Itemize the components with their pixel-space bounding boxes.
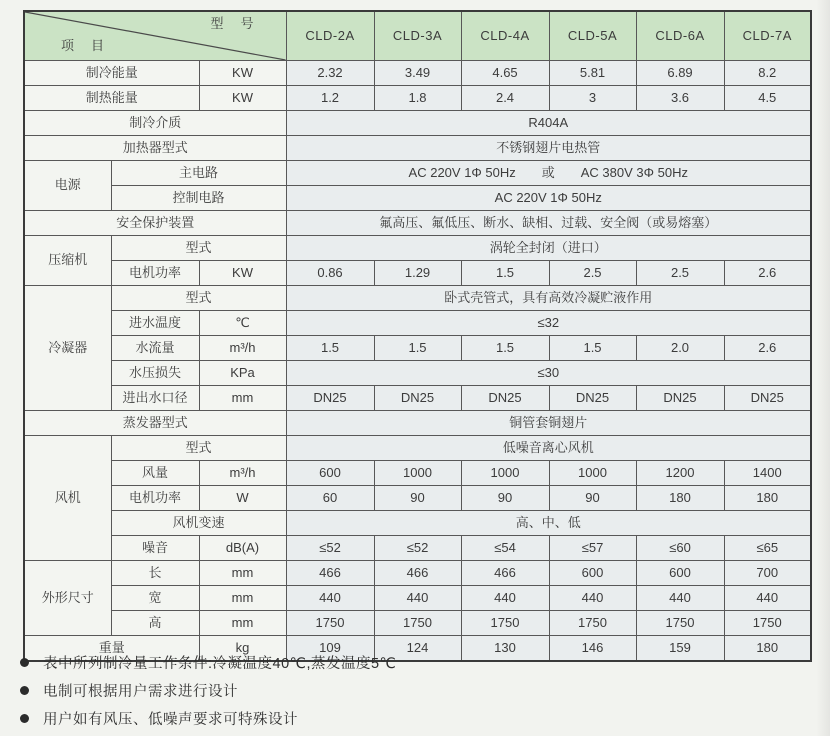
model-header: CLD-6A xyxy=(636,11,724,61)
value-cell: 1.8 xyxy=(374,86,461,111)
value-cell: 440 xyxy=(636,586,724,611)
value-cell: 600 xyxy=(549,561,636,586)
unit-cell: KW xyxy=(199,61,286,86)
value-cell: 8.2 xyxy=(724,61,811,86)
value-cell: 0.86 xyxy=(286,261,374,286)
value-cell: 1750 xyxy=(549,611,636,636)
value-cell: 1.5 xyxy=(549,336,636,361)
value-cell: 4.5 xyxy=(724,86,811,111)
value-cell: 1750 xyxy=(636,611,724,636)
row-label: 安全保护装置 xyxy=(24,211,286,236)
value-cell: 2.5 xyxy=(636,261,724,286)
footnote-item xyxy=(14,704,794,732)
value-cell: 1000 xyxy=(461,461,549,486)
group-label-power: 电源 xyxy=(24,161,111,211)
value-cell: 600 xyxy=(636,561,724,586)
value-cell: 1.2 xyxy=(286,86,374,111)
value-cell: DN25 xyxy=(636,386,724,411)
value-cell: 2.6 xyxy=(724,261,811,286)
value-cell: ≤60 xyxy=(636,536,724,561)
value-cell: DN25 xyxy=(286,386,374,411)
model-header: CLD-5A xyxy=(549,11,636,61)
value-cell: DN25 xyxy=(461,386,549,411)
row-label: 型式 xyxy=(111,286,286,311)
value-cell: 2.5 xyxy=(549,261,636,286)
value-cell: 1200 xyxy=(636,461,724,486)
row-compressor-motor-power xyxy=(24,261,811,286)
row-heating-capacity xyxy=(24,86,811,111)
row-label: 水压损失 xyxy=(111,361,199,386)
value-cell: 2.4 xyxy=(461,86,549,111)
value-cell: 466 xyxy=(286,561,374,586)
value-cell: 1750 xyxy=(286,611,374,636)
value-cell: 180 xyxy=(724,636,811,662)
unit-cell: KW xyxy=(199,86,286,111)
value-cell: 1000 xyxy=(549,461,636,486)
row-cooling-capacity xyxy=(24,61,811,86)
row-evaporator-type xyxy=(24,411,811,436)
value-cell: 低噪音离心风机 xyxy=(286,436,811,461)
row-condenser-type xyxy=(24,286,811,311)
value-cell: 466 xyxy=(374,561,461,586)
corner-model-label: 型 号 xyxy=(210,16,256,31)
value-cell: 124 xyxy=(374,636,461,662)
value-cell: 1.5 xyxy=(461,336,549,361)
value-cell: 6.89 xyxy=(636,61,724,86)
value-cell: 90 xyxy=(461,486,549,511)
row-condenser-inlet-temp xyxy=(24,311,811,336)
row-label: 进出水口径 xyxy=(111,386,199,411)
value-cell: 440 xyxy=(374,586,461,611)
header-row xyxy=(24,11,811,61)
unit-cell: ℃ xyxy=(199,311,286,336)
row-label: 主电路 xyxy=(111,161,286,186)
row-fan-motor-power xyxy=(24,486,811,511)
footnote-text: 表中所列制冷量工作条件:冷凝温度40℃,蒸发温度5℃ xyxy=(43,655,397,672)
value-cell: R404A xyxy=(286,111,811,136)
row-dimension-length xyxy=(24,561,811,586)
value-cell: 440 xyxy=(724,586,811,611)
row-label: 电机功率 xyxy=(111,486,199,511)
value-cell: ≤52 xyxy=(374,536,461,561)
bullet-icon xyxy=(20,658,29,667)
value-cell: 130 xyxy=(461,636,549,662)
model-header: CLD-4A xyxy=(461,11,549,61)
value-cell: 1750 xyxy=(461,611,549,636)
group-label-compressor: 压缩机 xyxy=(24,236,111,286)
row-label: 制冷能量 xyxy=(24,61,199,86)
row-fan-type xyxy=(24,436,811,461)
value-cell: 440 xyxy=(286,586,374,611)
footnote-item xyxy=(14,648,794,676)
value-cell: 60 xyxy=(286,486,374,511)
value-cell: 不锈钢翅片电热管 xyxy=(286,136,811,161)
value-cell: AC 220V 1Φ 50Hz xyxy=(286,186,811,211)
value-cell: 高、中、低 xyxy=(286,511,811,536)
value-cell: 4.65 xyxy=(461,61,549,86)
unit-cell: dB(A) xyxy=(199,536,286,561)
value-cell: ≤57 xyxy=(549,536,636,561)
value-cell: 5.81 xyxy=(549,61,636,86)
row-compressor-type xyxy=(24,236,811,261)
unit-cell: mm xyxy=(199,611,286,636)
row-label: 噪音 xyxy=(111,536,199,561)
value-cell: 1750 xyxy=(374,611,461,636)
row-dimension-height xyxy=(24,611,811,636)
value-cell: 1750 xyxy=(724,611,811,636)
value-cell: ≤32 xyxy=(286,311,811,336)
value-cell: 1000 xyxy=(374,461,461,486)
row-label: 进水温度 xyxy=(111,311,199,336)
value-cell: 90 xyxy=(549,486,636,511)
value-cell: 159 xyxy=(636,636,724,662)
bullet-icon xyxy=(20,686,29,695)
unit-cell: mm xyxy=(199,561,286,586)
value-cell: 1.5 xyxy=(461,261,549,286)
unit-cell: KW xyxy=(199,261,286,286)
value-cell: ≤30 xyxy=(286,361,811,386)
value-cell: 440 xyxy=(549,586,636,611)
unit-cell: KPa xyxy=(199,361,286,386)
row-label: 风量 xyxy=(111,461,199,486)
value-cell: AC 220V 1Φ 50Hz 或 AC 380V 3Φ 50Hz xyxy=(286,161,811,186)
row-label: 型式 xyxy=(111,436,286,461)
row-safety-devices xyxy=(24,211,811,236)
row-label: 蒸发器型式 xyxy=(24,411,286,436)
row-fan-speed xyxy=(24,511,811,536)
value-cell: 卧式壳管式，具有高效冷凝贮液作用 xyxy=(286,286,811,311)
group-label-dimensions: 外形尺寸 xyxy=(24,561,111,636)
row-label: 长 xyxy=(111,561,199,586)
value-cell: 3 xyxy=(549,86,636,111)
spec-table xyxy=(23,10,812,662)
value-cell: 1.5 xyxy=(286,336,374,361)
row-label: 制热能量 xyxy=(24,86,199,111)
value-cell: 440 xyxy=(461,586,549,611)
value-cell: 600 xyxy=(286,461,374,486)
row-fan-noise xyxy=(24,536,811,561)
value-cell: 1400 xyxy=(724,461,811,486)
row-label: 电机功率 xyxy=(111,261,199,286)
value-cell: 146 xyxy=(549,636,636,662)
model-header: CLD-7A xyxy=(724,11,811,61)
row-label: 重量 xyxy=(24,636,199,662)
value-cell: ≤52 xyxy=(286,536,374,561)
row-power-control-circuit xyxy=(24,186,811,211)
row-fan-air-volume xyxy=(24,461,811,486)
row-label: 加热器型式 xyxy=(24,136,286,161)
row-condenser-port-size xyxy=(24,386,811,411)
value-cell: 180 xyxy=(724,486,811,511)
model-header: CLD-2A xyxy=(286,11,374,61)
value-cell: ≤54 xyxy=(461,536,549,561)
bullet-icon xyxy=(20,714,29,723)
row-label: 控制电路 xyxy=(111,186,286,211)
unit-cell: kg xyxy=(199,636,286,662)
diagonal-corner-cell xyxy=(24,11,286,61)
value-cell: 109 xyxy=(286,636,374,662)
row-label: 制冷介质 xyxy=(24,111,286,136)
row-label: 水流量 xyxy=(111,336,199,361)
value-cell: 2.32 xyxy=(286,61,374,86)
row-dimension-width xyxy=(24,586,811,611)
model-header: CLD-3A xyxy=(374,11,461,61)
value-cell: DN25 xyxy=(724,386,811,411)
value-cell: 2.0 xyxy=(636,336,724,361)
value-cell: DN25 xyxy=(374,386,461,411)
value-cell: 氟高压、氟低压、断水、缺相、过载、安全阀（或易熔塞） xyxy=(286,211,811,236)
footnote-item xyxy=(14,676,794,704)
unit-cell: mm xyxy=(199,386,286,411)
row-label: 风机变速 xyxy=(111,511,286,536)
unit-cell: m³/h xyxy=(199,336,286,361)
unit-cell: W xyxy=(199,486,286,511)
value-cell: 2.6 xyxy=(724,336,811,361)
row-label: 型式 xyxy=(111,236,286,261)
unit-cell: mm xyxy=(199,586,286,611)
value-cell: 180 xyxy=(636,486,724,511)
row-condenser-pressure-loss xyxy=(24,361,811,386)
value-cell: DN25 xyxy=(549,386,636,411)
value-cell: 1.5 xyxy=(374,336,461,361)
group-label-fan: 风机 xyxy=(24,436,111,561)
footnote-text: 用户如有风压、低噪声要求可特殊设计 xyxy=(43,711,298,728)
footnotes xyxy=(14,648,794,732)
row-label: 高 xyxy=(111,611,199,636)
value-cell: 466 xyxy=(461,561,549,586)
corner-item-label: 项 目 xyxy=(61,38,107,54)
value-cell: 涡轮全封闭（进口） xyxy=(286,236,811,261)
value-cell: ≤65 xyxy=(724,536,811,561)
value-cell: 1.29 xyxy=(374,261,461,286)
group-label-condenser: 冷凝器 xyxy=(24,286,111,411)
value-cell: 90 xyxy=(374,486,461,511)
value-cell: 铜管套铜翅片 xyxy=(286,411,811,436)
row-power-main-circuit xyxy=(24,161,811,186)
value-cell: 3.49 xyxy=(374,61,461,86)
row-refrigerant xyxy=(24,111,811,136)
value-cell: 3.6 xyxy=(636,86,724,111)
footnote-text: 电制可根据用户需求进行设计 xyxy=(43,683,238,700)
unit-cell: m³/h xyxy=(199,461,286,486)
value-cell: 700 xyxy=(724,561,811,586)
row-label: 宽 xyxy=(111,586,199,611)
row-condenser-water-flow xyxy=(24,336,811,361)
row-heater-type xyxy=(24,136,811,161)
